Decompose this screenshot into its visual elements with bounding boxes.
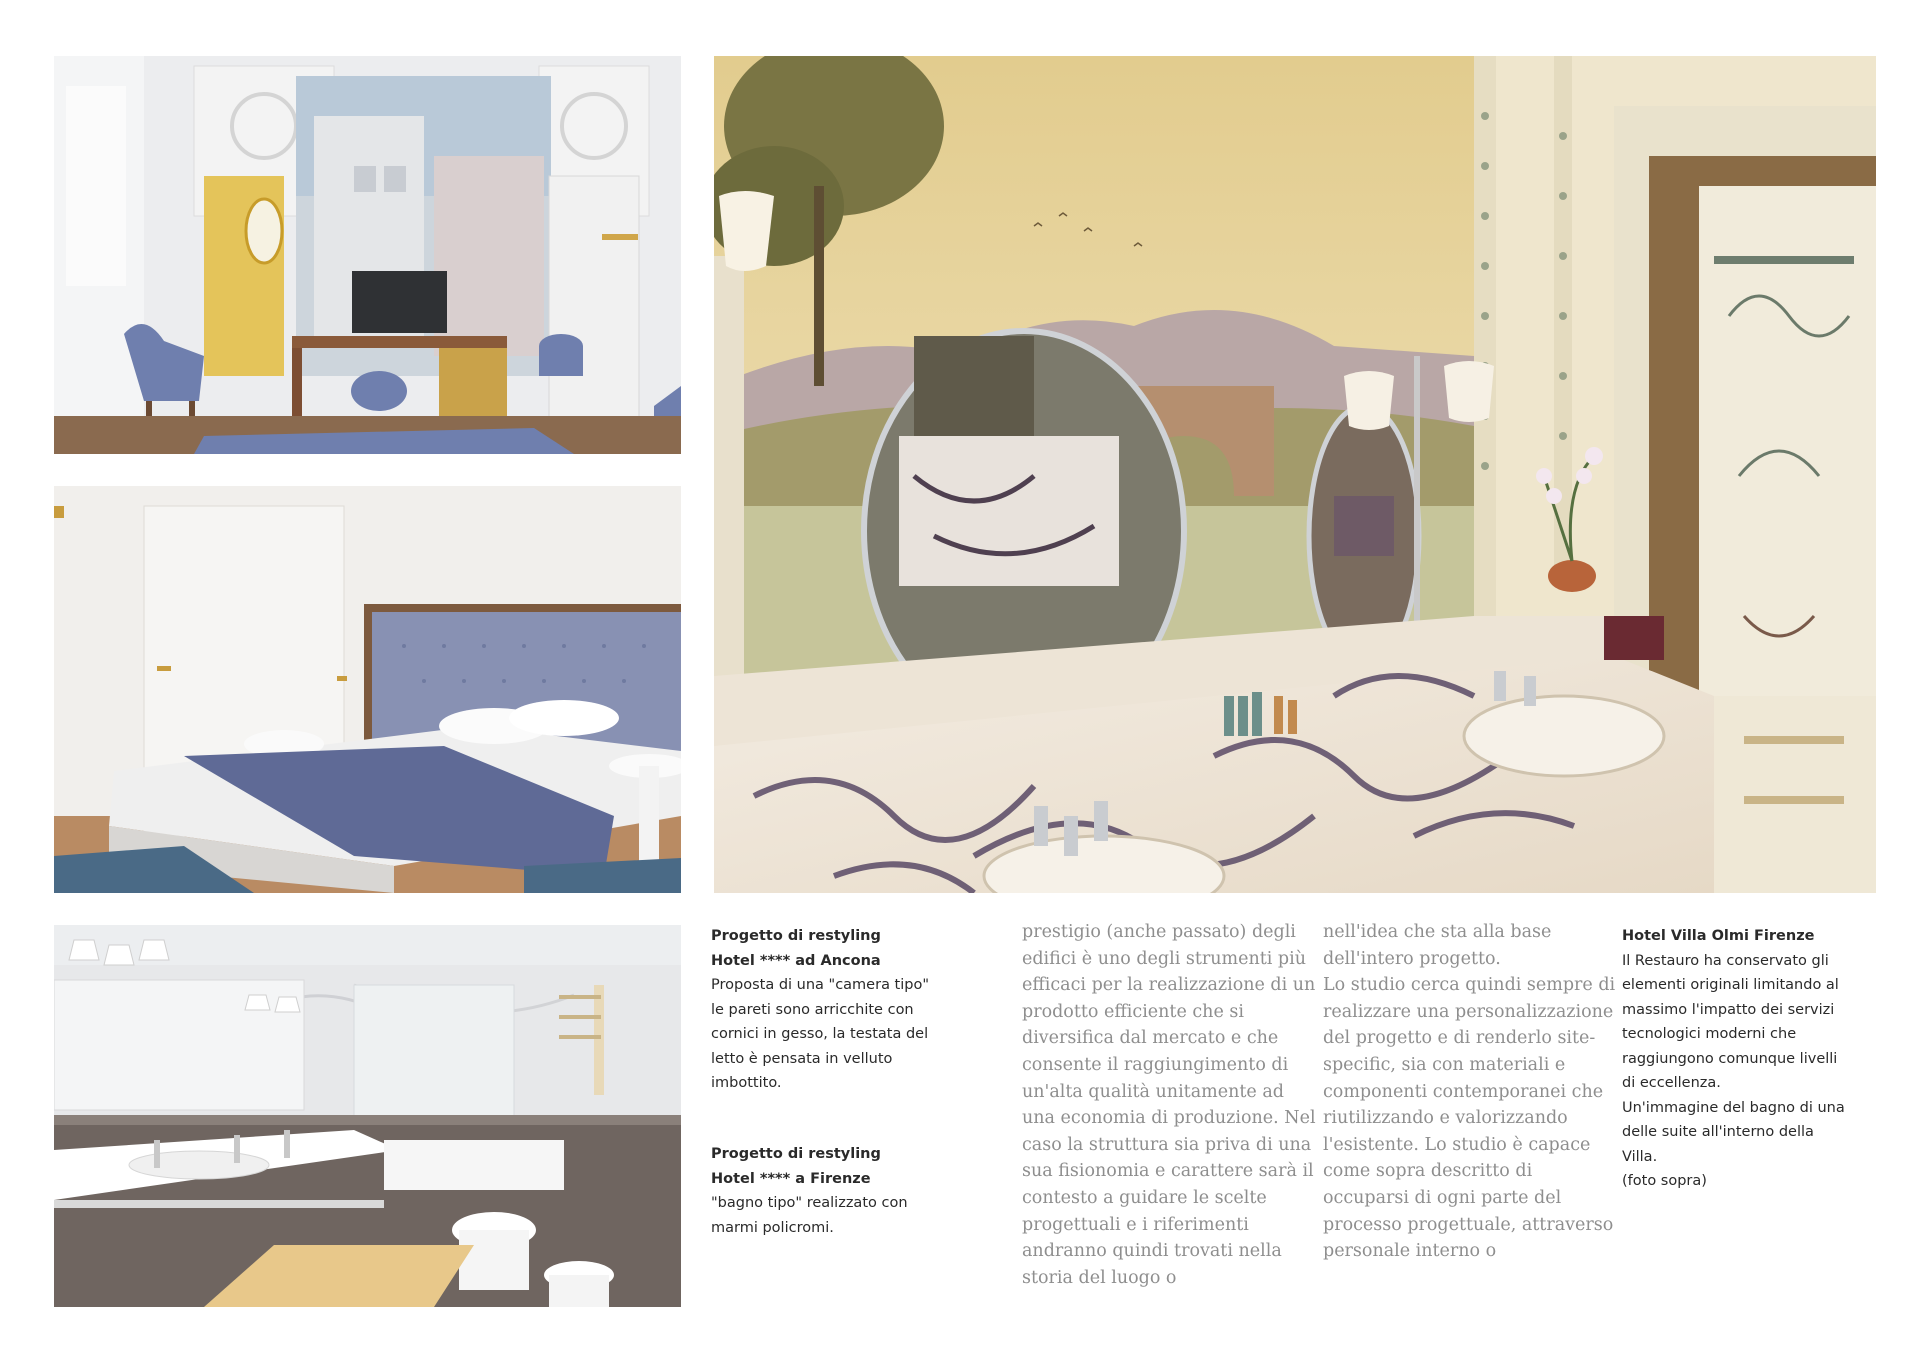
caption-firenze xyxy=(711,1142,941,1240)
bedroom-render-icon xyxy=(54,486,681,893)
caption-firenze-body: "bagno tipo" realizzato con marmi policromi. xyxy=(711,1195,908,1236)
caption-villa-body-2: Un'immagine del bagno di una delle suite all'interno della Villa. xyxy=(1622,1099,1845,1165)
caption-ancona xyxy=(711,924,941,1096)
bedroom-render-photo-1 xyxy=(54,56,681,454)
bedroom-render-photo-2 xyxy=(54,486,681,893)
caption-ancona-body: Proposta di una "camera tipo" le pareti sono arricchite con cornici in gesso, la testata del letto è pensata in velluto imbottito. xyxy=(711,977,930,1091)
body-text-paragraph: Lo studio cerca quindi sempre di realizzare una personalizzazione del progetto e di renderlo site-specific, sia con materiali e componenti contemporanei che riutilizzando e valorizzando l'esistente. Lo studio è capace come sopra descritto di occuparsi di ogni parte del processo progettuale, attraverso personale interno o xyxy=(1323,975,1616,1262)
bedroom-render-icon xyxy=(54,56,681,454)
caption-villa-title: Hotel Villa Olmi Firenze xyxy=(1622,928,1815,944)
caption-ancona-title-line1: Progetto di restyling xyxy=(711,928,881,944)
caption-ancona-title-line2: Hotel **** ad Ancona xyxy=(711,952,881,969)
bathroom-render-photo xyxy=(54,925,681,1307)
villa-bathroom-photo xyxy=(714,56,1876,893)
body-text-paragraph: nell'idea che sta alla base dell'intero progetto. xyxy=(1323,922,1552,969)
bathroom-photo-icon xyxy=(714,56,1876,893)
caption-villa-body-1: Il Restauro ha conservato gli elementi originali limitando al massimo l'impatto dei servizi tecnologici moderni che raggiungono comunque livelli di eccellenza. xyxy=(1622,952,1839,1091)
bathroom-render-icon xyxy=(54,925,681,1307)
caption-firenze-title-line1: Progetto di restyling xyxy=(711,1146,881,1162)
body-text-column-1 xyxy=(1022,919,1322,1291)
caption-firenze-title-line2: Hotel **** a Firenze xyxy=(711,1170,871,1187)
caption-villa-olmi xyxy=(1622,924,1852,1194)
body-text-column-2 xyxy=(1323,919,1623,1265)
caption-villa-body-3: (foto sopra) xyxy=(1622,1173,1707,1189)
body-text-paragraph: prestigio (anche passato) degli edifici è uno degli strumenti più efficaci per la realizzazione di un prodotto efficiente che si diversifica dal mercato e che consente il raggiungimento di un'alta qualità unitamente ad una economia di produzione. Nel caso la struttura sia priva di una sua fisionomia e carattere sarà il contesto a guidare le scelte progettuali e i riferimenti andranno quindi trovati nella storia del luogo o xyxy=(1022,922,1316,1288)
